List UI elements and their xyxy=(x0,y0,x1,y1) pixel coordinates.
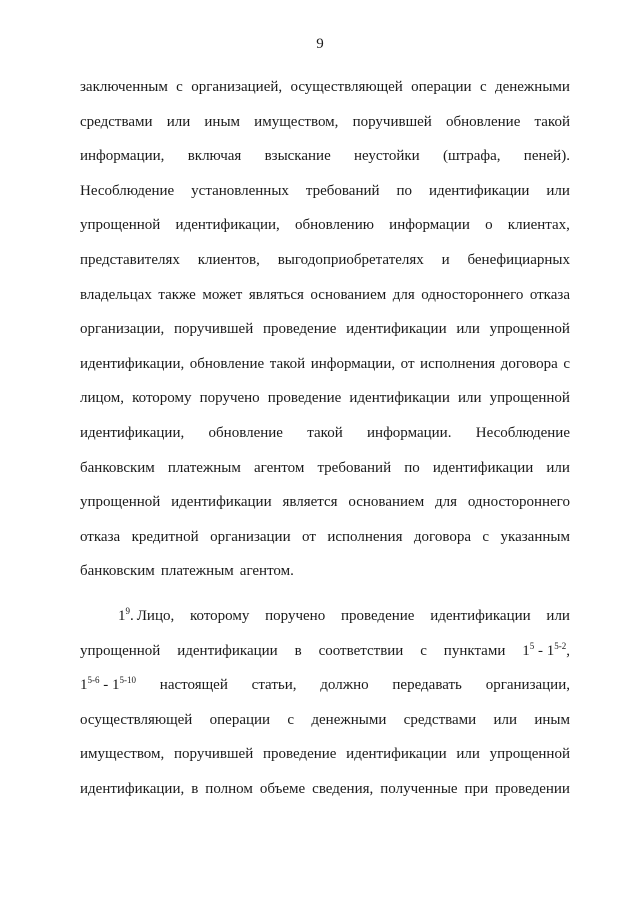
superscript: 5-2 xyxy=(554,640,567,651)
word: банковским xyxy=(80,563,155,580)
ref-suffix: , xyxy=(566,642,570,659)
word: организацией, xyxy=(191,79,283,95)
text-line xyxy=(80,737,570,772)
word: проведение xyxy=(262,746,337,763)
page-number: 9 xyxy=(316,36,324,52)
word: с xyxy=(482,528,490,545)
word: неустойки xyxy=(354,148,420,165)
word: упрощенной xyxy=(80,642,161,659)
ref-dash: - xyxy=(99,677,112,694)
word: о xyxy=(485,217,493,234)
text-line xyxy=(80,554,570,589)
word: исполнения xyxy=(420,355,496,372)
superscript: 5-6 xyxy=(87,675,100,686)
word: информации, xyxy=(310,355,396,372)
text-line xyxy=(80,174,570,209)
word: осуществляющей xyxy=(290,79,403,95)
word: по xyxy=(396,182,413,199)
ref-dash: - xyxy=(534,642,547,659)
word: операции xyxy=(209,711,271,728)
word: идентификации xyxy=(432,459,534,476)
word: идентификации xyxy=(171,494,272,511)
word: представителях xyxy=(80,251,180,268)
word: осуществляющей xyxy=(80,711,193,728)
word: средствами xyxy=(403,711,477,728)
text-line xyxy=(80,634,570,669)
text-line xyxy=(80,451,570,486)
word: клиентах, xyxy=(507,217,570,234)
word: основанием xyxy=(348,494,425,511)
word: для xyxy=(392,286,415,303)
word: требований xyxy=(317,459,392,476)
word: пеней). xyxy=(523,148,570,165)
word: поручено xyxy=(265,607,326,624)
text-line xyxy=(80,70,570,105)
point-reference xyxy=(80,668,136,703)
word: для xyxy=(435,494,458,511)
word: имуществом, xyxy=(80,746,165,763)
word: или xyxy=(493,711,518,728)
word: которому xyxy=(132,390,192,407)
text-line xyxy=(80,208,570,243)
text-line xyxy=(80,278,570,313)
word: иным xyxy=(204,113,241,130)
word: объеме xyxy=(259,780,306,797)
word: которому xyxy=(189,607,250,624)
text-line xyxy=(80,703,570,738)
word: проведение xyxy=(267,390,342,407)
word: (штрафа, xyxy=(442,148,501,165)
word: по xyxy=(404,459,420,476)
ref-base: 1 xyxy=(546,642,555,659)
word: или xyxy=(457,390,482,407)
word: также xyxy=(158,286,196,303)
word: проведении xyxy=(495,780,570,797)
word: имуществом, xyxy=(254,113,339,130)
word: должно xyxy=(320,677,369,694)
word: настоящей xyxy=(159,677,228,694)
word: установленных xyxy=(191,182,289,199)
word: с xyxy=(287,711,295,728)
paragraph-1 xyxy=(80,70,570,589)
word: или xyxy=(456,746,480,763)
word: сведения, xyxy=(312,780,374,797)
word: взыскание xyxy=(264,148,331,165)
word: такой xyxy=(269,355,306,372)
word: с xyxy=(563,355,570,372)
word: Несоблюдение xyxy=(475,424,570,441)
word: агентом. xyxy=(239,563,294,580)
word: кредитной xyxy=(131,528,199,545)
word: бенефициарных xyxy=(467,251,570,268)
word: платежным xyxy=(167,459,241,476)
word: идентификации, xyxy=(80,780,185,797)
text-line xyxy=(80,668,570,703)
text-line xyxy=(80,381,570,416)
word: проведение xyxy=(262,321,337,338)
superscript: 9 xyxy=(125,605,130,616)
word: в xyxy=(294,642,302,659)
word: требований xyxy=(305,182,380,199)
word: владельцах xyxy=(80,286,152,303)
word: поручившей xyxy=(174,746,254,763)
word: от xyxy=(400,355,415,372)
point-reference xyxy=(522,634,570,669)
document-body xyxy=(80,70,570,806)
word: средствами xyxy=(80,113,153,130)
superscript: 5-10 xyxy=(119,675,136,686)
word: организации, xyxy=(80,321,165,338)
word: с xyxy=(176,79,183,95)
text-line xyxy=(80,139,570,174)
text-line xyxy=(80,772,570,807)
word: такой xyxy=(534,113,570,130)
word: упрощенной xyxy=(80,217,161,234)
word: идентификации, xyxy=(175,217,280,234)
word: проведение xyxy=(340,607,415,624)
word: идентификации xyxy=(428,182,530,199)
word: обновление xyxy=(445,113,521,130)
word: операции xyxy=(411,79,472,95)
word: идентификации xyxy=(177,642,278,659)
word: при xyxy=(464,780,489,797)
text-line xyxy=(80,312,570,347)
word: является xyxy=(282,494,338,511)
word: может xyxy=(202,286,243,303)
word: статьи, xyxy=(251,677,297,694)
word: и xyxy=(441,251,450,268)
word: идентификации xyxy=(346,321,447,338)
word: с xyxy=(479,79,487,95)
word: денежными xyxy=(494,79,570,95)
text-line xyxy=(80,416,570,451)
point-base: 1 xyxy=(118,607,126,624)
word: выгодоприобретателях xyxy=(277,251,424,268)
word: исполнения xyxy=(327,528,403,545)
word: одностороннего xyxy=(421,286,524,303)
text-line xyxy=(80,520,570,555)
word: договора xyxy=(413,528,471,545)
word: упрощенной xyxy=(489,321,570,338)
ref-base: 1 xyxy=(112,677,120,694)
word: упрощенной xyxy=(489,746,570,763)
word: поручено xyxy=(199,390,260,407)
text-line xyxy=(80,105,570,140)
word: передавать xyxy=(392,677,462,694)
word: информации, xyxy=(80,148,165,165)
paragraph-point-1-9 xyxy=(80,599,570,807)
word: являться xyxy=(248,286,304,303)
word: Несоблюдение xyxy=(80,182,175,199)
word: агентом xyxy=(253,459,305,476)
word: в xyxy=(191,780,199,797)
word: договора xyxy=(500,355,558,372)
word: идентификации, xyxy=(80,424,185,441)
word: обновление xyxy=(189,355,265,372)
word: такой xyxy=(307,424,343,441)
word: информации. xyxy=(367,424,452,441)
ref-base: 1 xyxy=(80,677,88,694)
word: или xyxy=(546,459,570,476)
superscript: 5 xyxy=(529,640,535,651)
word: отказа xyxy=(529,286,570,303)
word: обновление xyxy=(208,424,283,441)
word: иным xyxy=(534,711,570,728)
word: клиентов, xyxy=(197,251,260,268)
word: поручившей xyxy=(174,321,254,338)
text-line xyxy=(80,243,570,278)
word: заключенным xyxy=(80,79,168,95)
word: или xyxy=(456,321,480,338)
word: полученные xyxy=(380,780,458,797)
text-line xyxy=(80,599,570,634)
word: указанным xyxy=(500,528,570,545)
word: платежным xyxy=(160,563,234,580)
word: идентификации, xyxy=(80,355,185,372)
word: лицом, xyxy=(80,390,124,407)
word: или xyxy=(546,607,570,624)
point-suffix: . xyxy=(130,607,134,624)
word: основанием xyxy=(310,286,387,303)
word: Лицо, xyxy=(136,607,175,624)
word: идентификации xyxy=(346,746,447,763)
word: от xyxy=(302,528,316,545)
word: денежными xyxy=(311,711,387,728)
word: идентификации xyxy=(349,390,450,407)
word: банковским xyxy=(80,459,155,476)
word: полном xyxy=(205,780,253,797)
word: или xyxy=(546,182,570,199)
word: обновлению xyxy=(295,217,374,234)
text-line xyxy=(80,347,570,382)
word: включая xyxy=(187,148,242,165)
word: поручившей xyxy=(352,113,432,130)
word: идентификации xyxy=(430,607,531,624)
word: соответствии xyxy=(318,642,404,659)
word: с xyxy=(420,642,427,659)
word: организации xyxy=(210,528,291,545)
text-line xyxy=(80,485,570,520)
word: организации, xyxy=(485,677,570,694)
point-number xyxy=(118,599,174,634)
word: пунктами xyxy=(443,642,506,659)
word: информации xyxy=(389,217,470,234)
word: или xyxy=(166,113,191,130)
ref-base: 1 xyxy=(522,642,530,659)
word: отказа xyxy=(80,528,121,545)
word: упрощенной xyxy=(489,390,570,407)
word: одностороннего xyxy=(467,494,570,511)
word: упрощенной xyxy=(80,494,161,511)
